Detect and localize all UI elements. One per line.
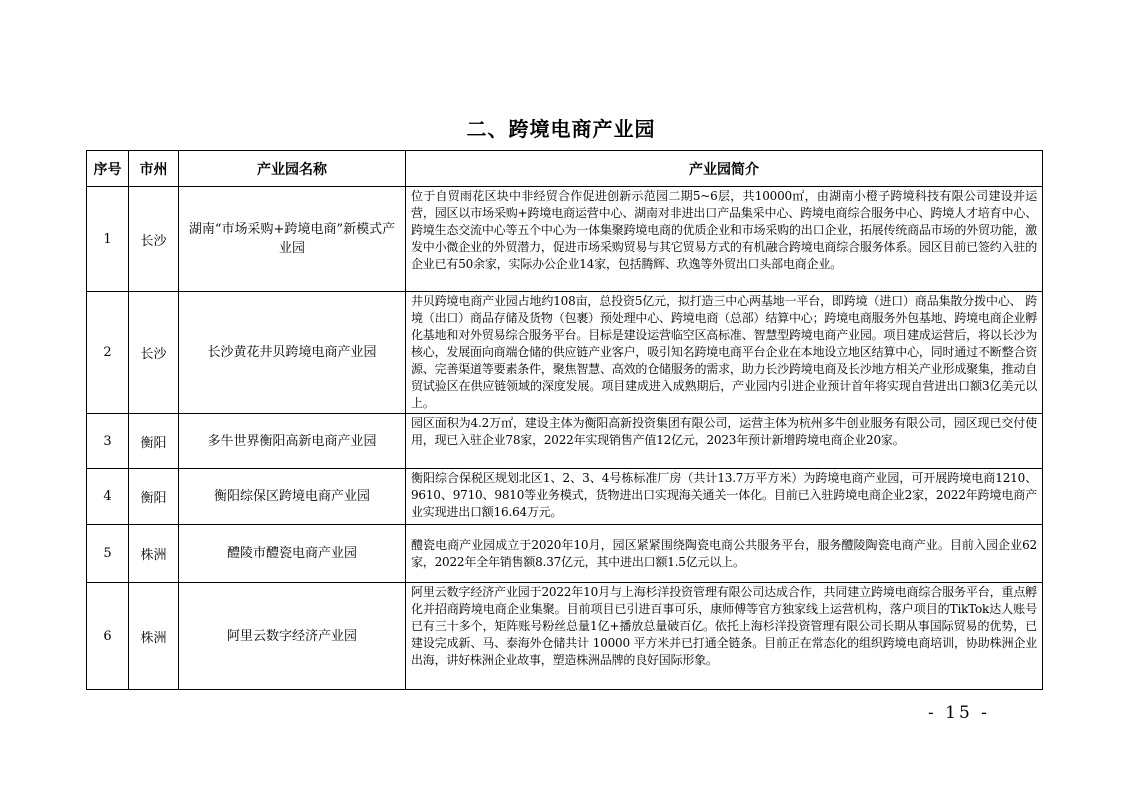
row-city: 长沙 (129, 187, 179, 292)
table-row (87, 469, 1043, 525)
table-header-row (87, 151, 1043, 187)
table-row (87, 525, 1043, 583)
row-no: 2 (87, 292, 129, 414)
row-park-description: 位于自贸雨花区块中非经贸合作促进创新示范园二期5~6层，共10000㎡，由湖南小橙子跨境科技有限公司建设并运营，园区以市场采购+跨境电商运营中心、湖南对非进出口产品集采中心、跨境电商综合服务中心、跨境人才培育中心、跨境生态交流中心等五个中心为一体集聚跨境电商的优质企业和市场采购的出口企业，拓展传统商品市场的外贸功能，激发中小微企业的外贸潜力，促进市场采购贸易与其它贸易方式的有机融合跨境电商综合服务体系。园区目前已签约入驻的企业已有50余家，实际办公企业14家，包括腾辉、玖逸等外贸出口头部电商企业。 (406, 187, 1043, 292)
row-park-description: 衡阳综合保税区规划北区1、2、3、4号栋标准厂房（共计13.7万平方米）为跨境电商产业园，可开展跨境电商1210、9610、9710、9810等业务模式，货物进出口实现海关通关一体化。目前已入驻跨境电商企业2家，2022年跨境电商产业实现进出口额16.64万元。 (406, 469, 1043, 525)
row-city: 长沙 (129, 292, 179, 414)
header-park-name: 产业园名称 (179, 151, 406, 187)
table-row (87, 292, 1043, 414)
row-park-description: 园区面积为4.2万㎡，建设主体为衡阳高新投资集团有限公司，运营主体为杭州多牛创业服务有限公司，园区现已交付使用，现已入驻企业78家，2022年实现销售产值12亿元，2023年预计新增跨境电商企业20家。 (406, 414, 1043, 469)
row-no: 1 (87, 187, 129, 292)
row-park-name: 阿里云数字经济产业园 (179, 583, 406, 690)
row-city: 衡阳 (129, 469, 179, 525)
row-park-description: 醴瓷电商产业园成立于2020年10月，园区紧紧围绕陶瓷电商公共服务平台，服务醴陵陶瓷电商产业。目前入园企业62家，2022年全年销售额8.37亿元，其中进出口额1.5亿元以上。 (406, 525, 1043, 583)
table-row (87, 187, 1043, 292)
row-no: 3 (87, 414, 129, 469)
table-row (87, 414, 1043, 469)
row-city: 衡阳 (129, 414, 179, 469)
industrial-park-table (86, 150, 1043, 690)
row-park-name: 长沙黄花井贝跨境电商产业园 (179, 292, 406, 414)
header-park-description: 产业园简介 (406, 151, 1043, 187)
header-no: 序号 (87, 151, 129, 187)
row-city: 株洲 (129, 583, 179, 690)
row-no: 6 (87, 583, 129, 690)
page-title: 二、跨境电商产业园 (466, 117, 656, 141)
row-park-name: 多牛世界衡阳高新电商产业园 (179, 414, 406, 469)
row-no: 4 (87, 469, 129, 525)
row-park-description: 井贝跨境电商产业园占地约108亩，总投资5亿元，拟打造三中心两基地一平台，即跨境（进口）商品集散分拨中心、 跨境（出口）商品存储及货物（包裹）预处理中心、跨境电商（总部）结算中心；跨境电商服务外包基地、跨境电商企业孵化基地和对外贸易综合服务平台。目标是建设运营临空区高标准、智慧型跨境电商产业园。项目建成运营后，将以长沙为核心，发展面向商端仓储的供应链产业客户，吸引知名跨境电商平台企业在本地设立地区结算中心，同时通过不断整合资源、完善渠道等要素条件，聚焦智慧、高效的仓储服务的需求，助力长沙跨境电商及长沙地方相关产业形成聚集，推动自贸试验区在供应链领域的深度发展。项目建成进入成熟期后，产业园内引进企业预计首年将实现自营进出口额3亿美元以上。 (406, 292, 1043, 414)
row-park-name: 衡阳综保区跨境电商产业园 (179, 469, 406, 525)
table-row (87, 583, 1043, 690)
row-no: 5 (87, 525, 129, 583)
row-park-name: 湖南“市场采购+跨境电商”新模式产业园 (179, 187, 406, 292)
row-park-description: 阿里云数字经济产业园于2022年10月与上海杉洋投资管理有限公司达成合作，共同建立跨境电商综合服务平台，重点孵化并招商跨境电商企业集聚。目前项目已引进百事可乐，康师傅等官方独家线上运营机构，落户项目的TikTok达人账号已有三十多个，矩阵账号粉丝总量1亿+播放总量破百亿。依托上海杉洋投资管理有限公司长期从事国际贸易的优势，已建设完成新、马、泰海外仓储共计 10000 平方米并已打通全链条。目前正在常态化的组织跨境电商培训，协助株洲企业出海，讲好株洲企业故事，塑造株洲品牌的良好国际形象。 (406, 583, 1043, 690)
page-number: - 15 - (928, 703, 990, 723)
row-park-name: 醴陵市醴瓷电商产业园 (179, 525, 406, 583)
row-city: 株洲 (129, 525, 179, 583)
header-city: 市州 (129, 151, 179, 187)
